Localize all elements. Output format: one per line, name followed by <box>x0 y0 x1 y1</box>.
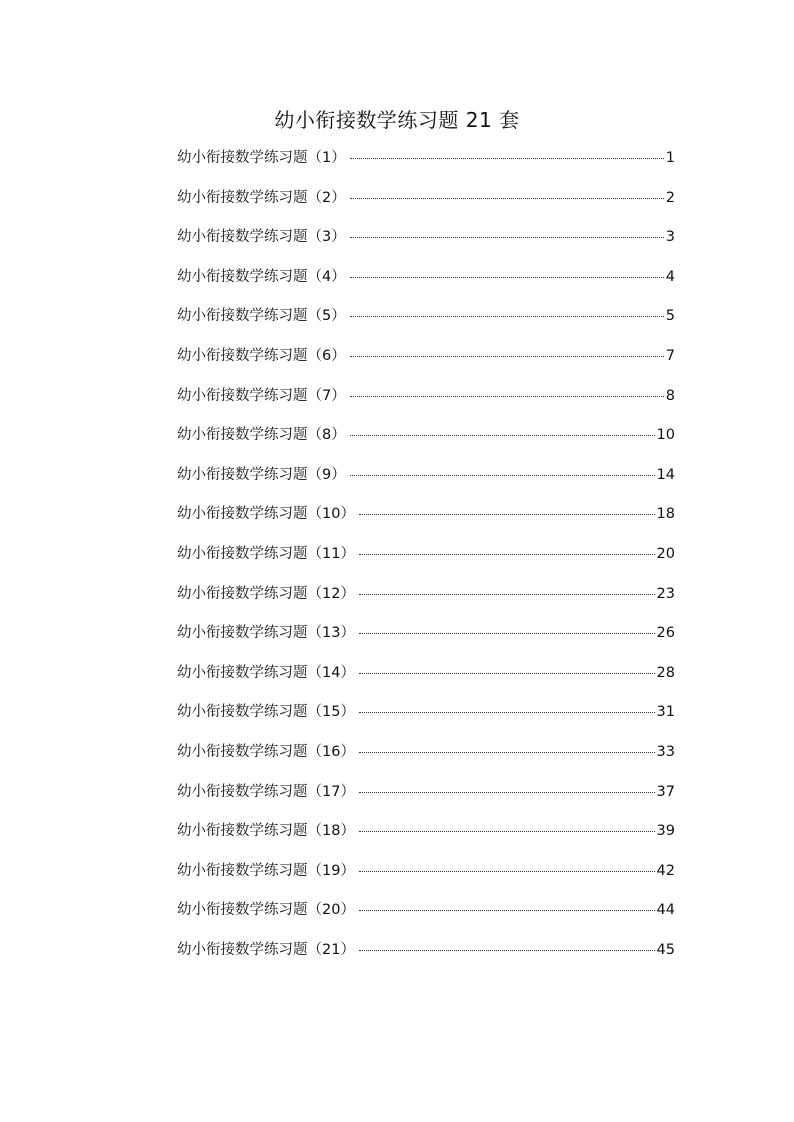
toc-entry-label: 幼小衔接数学练习题（2） <box>177 189 346 206</box>
toc-dot-leader <box>350 158 664 159</box>
toc-entry-10[interactable] <box>177 501 675 541</box>
toc-entry-label: 幼小衔接数学练习题（3） <box>177 229 346 246</box>
toc-dot-leader <box>350 316 664 317</box>
toc-entry-label: 幼小衔接数学练习题（11） <box>177 545 355 562</box>
toc-entry-label: 幼小衔接数学练习题（4） <box>177 268 346 285</box>
toc-entry-label: 幼小衔接数学练习题（6） <box>177 347 346 364</box>
toc-entry-page-number: 2 <box>665 189 675 206</box>
toc-entry-page-number: 10 <box>656 427 675 444</box>
toc-dot-leader <box>350 435 655 436</box>
toc-entry-page-number: 14 <box>656 466 675 483</box>
toc-dot-leader <box>350 475 655 476</box>
toc-entry-page-number: 28 <box>656 664 675 681</box>
toc-dot-leader <box>359 950 655 951</box>
toc-entry-page-number: 44 <box>656 902 675 919</box>
toc-entry-label: 幼小衔接数学练习题（14） <box>177 664 355 681</box>
toc-entry-page-number: 20 <box>656 545 675 562</box>
toc-dot-leader <box>359 514 655 515</box>
toc-entry-label: 幼小衔接数学练习题（9） <box>177 466 346 483</box>
toc-entry-2[interactable] <box>177 185 675 225</box>
toc-entry-label: 幼小衔接数学练习题（10） <box>177 506 355 523</box>
toc-dot-leader <box>359 554 655 555</box>
toc-entry-label: 幼小衔接数学练习题（21） <box>177 941 355 958</box>
toc-entry-label: 幼小衔接数学练习题（1） <box>177 150 346 166</box>
toc-entry-label: 幼小衔接数学练习题（8） <box>177 427 346 444</box>
toc-entry-label: 幼小衔接数学练习题（7） <box>177 387 346 404</box>
toc-entry-20[interactable] <box>177 897 675 937</box>
toc-entry-18[interactable] <box>177 818 675 858</box>
toc-entry-page-number: 8 <box>665 387 675 404</box>
toc-entry-9[interactable] <box>177 462 675 502</box>
toc-entry-page-number: 33 <box>656 743 675 760</box>
toc-dot-leader <box>350 198 664 199</box>
toc-entry-label: 幼小衔接数学练习题（13） <box>177 625 355 642</box>
toc-entry-label: 幼小衔接数学练习题（5） <box>177 308 346 325</box>
toc-entry-7[interactable] <box>177 383 675 423</box>
toc-entry-page-number: 26 <box>656 625 675 642</box>
toc-entry-15[interactable] <box>177 699 675 739</box>
toc-dot-leader <box>350 356 664 357</box>
toc-entry-19[interactable] <box>177 858 675 898</box>
toc-entry-8[interactable] <box>177 422 675 462</box>
toc-entry-page-number: 45 <box>656 941 675 958</box>
toc-entry-label: 幼小衔接数学练习题（20） <box>177 902 355 919</box>
toc-entry-label: 幼小衔接数学练习题（17） <box>177 783 355 800</box>
toc-entry-page-number: 31 <box>656 704 675 721</box>
toc-dot-leader <box>350 277 664 278</box>
toc-entry-page-number: 42 <box>656 862 675 879</box>
toc-entry-label: 幼小衔接数学练习题（18） <box>177 823 355 840</box>
toc-entry-page-number: 5 <box>665 308 675 325</box>
toc-dot-leader <box>359 792 655 793</box>
table-of-contents <box>177 145 675 976</box>
toc-dot-leader <box>359 910 655 911</box>
toc-entry-1[interactable] <box>177 145 675 185</box>
toc-dot-leader <box>359 673 655 674</box>
toc-entry-21[interactable] <box>177 937 675 977</box>
toc-entry-label: 幼小衔接数学练习题（15） <box>177 704 355 721</box>
toc-entry-5[interactable] <box>177 303 675 343</box>
toc-entry-label: 幼小衔接数学练习题（19） <box>177 862 355 879</box>
toc-entry-label: 幼小衔接数学练习题（16） <box>177 743 355 760</box>
toc-dot-leader <box>359 831 655 832</box>
toc-entry-13[interactable] <box>177 620 675 660</box>
toc-entry-16[interactable] <box>177 739 675 779</box>
toc-entry-6[interactable] <box>177 343 675 383</box>
toc-entry-12[interactable] <box>177 581 675 621</box>
toc-dot-leader <box>350 237 664 238</box>
toc-entry-page-number: 18 <box>656 506 675 523</box>
toc-entry-page-number: 37 <box>656 783 675 800</box>
toc-entry-page-number: 23 <box>656 585 675 602</box>
document-title: 幼小衔接数学练习题 21 套 <box>274 108 520 132</box>
toc-entry-page-number: 7 <box>665 347 675 364</box>
toc-dot-leader <box>350 396 664 397</box>
toc-entry-page-number: 39 <box>656 823 675 840</box>
toc-dot-leader <box>359 633 655 634</box>
toc-entry-11[interactable] <box>177 541 675 581</box>
toc-dot-leader <box>359 871 655 872</box>
toc-entry-label: 幼小衔接数学练习题（12） <box>177 585 355 602</box>
toc-entry-14[interactable] <box>177 660 675 700</box>
toc-entry-4[interactable] <box>177 264 675 304</box>
toc-dot-leader <box>359 752 655 753</box>
toc-entry-page-number: 4 <box>665 268 675 285</box>
toc-dot-leader <box>359 712 655 713</box>
toc-dot-leader <box>359 594 655 595</box>
toc-entry-page-number: 1 <box>665 150 675 166</box>
toc-entry-3[interactable] <box>177 224 675 264</box>
toc-entry-17[interactable] <box>177 779 675 819</box>
toc-entry-page-number: 3 <box>665 229 675 246</box>
